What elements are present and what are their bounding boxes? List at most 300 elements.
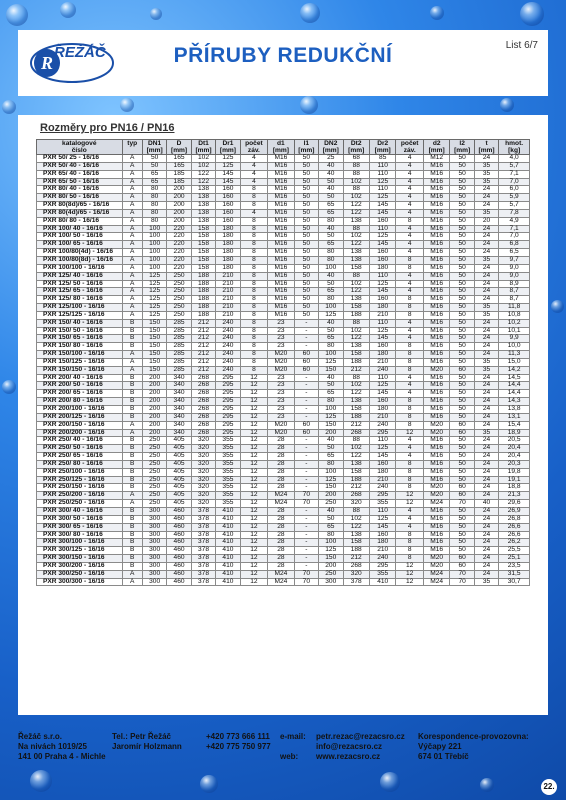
table-cell: 23 [268,319,294,327]
table-cell: 24 [474,492,498,500]
table-cell: 8 [396,217,424,225]
table-cell: B [122,437,142,445]
table-cell: 88 [343,272,369,280]
table-cell: 212 [191,358,215,366]
table-cell: 4 [396,186,424,194]
catalog-number-cell: PXR 125/ 65 - 16/16 [37,288,123,296]
table-cell: 295 [369,492,395,500]
table-cell: 460 [167,523,191,531]
city: 141 00 Praha 4 - Michle [18,752,106,761]
table-cell: 28 [268,562,294,570]
table-cell: - [294,507,318,515]
table-cell: M16 [423,202,449,210]
table-cell: 102 [191,155,215,163]
table-cell: 378 [191,515,215,523]
bubble-decoration [520,2,544,26]
table-cell: 65 [319,453,343,461]
table-cell: 24 [474,406,498,414]
table-cell: M12 [423,155,449,163]
table-cell: 24 [474,241,498,249]
table-cell: 65 [319,288,343,296]
table-cell: 40 [319,186,343,194]
table-cell: 200 [142,374,166,382]
table-cell: 145 [369,390,395,398]
table-cell: 12 [396,429,424,437]
table-cell: 12 [396,492,424,500]
table-cell: 295 [216,374,240,382]
table-cell: M16 [423,390,449,398]
table-cell: 158 [191,233,215,241]
table-cell: 14,2 [499,366,530,374]
table-cell: A [122,264,142,272]
phone-number: +420 773 666 111 [206,732,270,741]
table-cell: 50 [294,241,318,249]
table-cell: 355 [369,570,395,578]
catalog-number-cell: PXR 300/125 - 16/16 [37,547,123,555]
table-cell: 410 [369,578,395,586]
table-cell: 50 [450,343,474,351]
table-cell: 460 [167,531,191,539]
table-cell: 50 [450,241,474,249]
catalog-number-cell: PXR 100/100 - 16/16 [37,264,123,272]
table-body [37,155,530,586]
table-cell: 24 [474,531,498,539]
table-cell: 28 [268,555,294,563]
page-title: PŘÍRUBY REDUKČNÍ [173,44,393,67]
column-header-label: DN2 [324,140,338,147]
table-cell: M24 [268,500,294,508]
table-cell: 295 [216,390,240,398]
table-cell: 40 [319,374,343,382]
table-cell: 28 [268,453,294,461]
email-link[interactable]: petr.rezac@rezacsro.cz [316,732,405,741]
table-cell: - [294,555,318,563]
table-cell: 405 [167,453,191,461]
table-cell: 138 [343,249,369,257]
section-title: Rozměry pro PN16 / PN16 [40,122,175,134]
table-cell: 14,4 [499,390,530,398]
table-cell: A [122,233,142,241]
table-cell: 378 [191,523,215,531]
table-cell: 268 [191,374,215,382]
table-cell: 8 [396,421,424,429]
catalog-number-cell: PXR 250/ 80 - 16/16 [37,460,123,468]
catalog-number-cell: PXR 100/ 50 - 16/16 [37,233,123,241]
table-cell: 240 [369,421,395,429]
table-cell: 12 [396,562,424,570]
table-cell: 138 [343,343,369,351]
table-cell: 320 [191,476,215,484]
table-cell: M16 [268,264,294,272]
table-cell: 200 [142,398,166,406]
table-cell: 200 [167,209,191,217]
table-cell: 4 [396,249,424,257]
table-cell: M16 [268,296,294,304]
table-cell: 100 [142,256,166,264]
table-cell: 28 [268,531,294,539]
table-cell: 405 [167,484,191,492]
column-header-unit: záv. [403,147,416,154]
table-cell: 240 [369,366,395,374]
catalog-number-cell: PXR 300/ 80 - 16/16 [37,531,123,539]
table-cell: M16 [268,178,294,186]
table-cell: 70 [294,578,318,586]
table-cell: M16 [423,343,449,351]
table-cell: 240 [216,358,240,366]
table-cell: 320 [191,453,215,461]
table-cell: A [122,358,142,366]
table-cell: 60 [450,555,474,563]
table-cell: 300 [142,523,166,531]
table-cell: 160 [216,209,240,217]
table-cell: 410 [216,515,240,523]
table-cell: 13,1 [499,413,530,421]
table-cell: 100 [142,264,166,272]
table-cell: 378 [191,555,215,563]
table-cell: 150 [319,555,343,563]
table-cell: 8 [240,296,268,304]
table-cell: 4 [396,209,424,217]
table-cell: 50 [294,194,318,202]
table-cell: A [122,272,142,280]
table-cell: 8 [240,256,268,264]
table-cell: 80 [319,256,343,264]
table-cell: 60 [294,358,318,366]
table-cell: B [122,547,142,555]
table-cell: B [122,468,142,476]
table-cell: 138 [191,209,215,217]
table-cell: M16 [423,531,449,539]
table-cell: 300 [142,539,166,547]
table-cell: 405 [167,476,191,484]
table-cell: 460 [167,507,191,515]
table-cell: 320 [343,570,369,578]
table-cell: 80 [142,209,166,217]
table-cell: 200 [167,194,191,202]
table-cell: 125 [216,162,240,170]
table-cell: 4 [396,155,424,163]
table-cell: 65 [319,202,343,210]
catalog-number-cell: PXR 100/80(8d) - 16/16 [37,256,123,264]
table-cell: 8 [396,304,424,312]
table-cell: 250 [319,570,343,578]
table-cell: 50 [450,249,474,257]
table-cell: 200 [142,429,166,437]
catalog-number-cell: PXR 300/ 65 - 16/16 [37,523,123,531]
table-cell: 12 [240,523,268,531]
table-cell: 35 [474,578,498,586]
table-cell: 24 [474,327,498,335]
table-cell: 145 [369,202,395,210]
table-cell: 340 [167,374,191,382]
table-cell: 460 [167,547,191,555]
table-cell: 50 [450,335,474,343]
table-cell: 8 [396,264,424,272]
column-header-unit: číslo [71,147,87,154]
column-header-label: Dt1 [198,140,209,147]
table-cell: 24 [474,382,498,390]
table-cell: 28 [268,460,294,468]
table-cell: 24 [474,476,498,484]
table-cell: 355 [216,500,240,508]
column-header [216,140,240,155]
table-cell: 24 [474,468,498,476]
table-cell: - [294,515,318,523]
table-cell: 29,6 [499,500,530,508]
table-cell: 8 [396,484,424,492]
table-cell: A [122,225,142,233]
table-cell: M16 [268,304,294,312]
table-cell: 20,4 [499,445,530,453]
table-cell: 50 [450,162,474,170]
table-cell: 50 [450,413,474,421]
table-cell: 180 [216,225,240,233]
table-cell: 210 [369,547,395,555]
table-cell: 100 [319,468,343,476]
table-cell: 300 [142,562,166,570]
table-cell: 24 [474,507,498,515]
table-cell: 295 [216,406,240,414]
table-cell: 138 [343,531,369,539]
table-cell: 240 [216,351,240,359]
table-cell: 138 [343,217,369,225]
table-cell: 8 [240,241,268,249]
table-cell: 160 [369,217,395,225]
table-cell: 145 [369,453,395,461]
table-cell: A [122,186,142,194]
table-cell: 14,4 [499,382,530,390]
table-cell: 122 [343,241,369,249]
table-cell: 102 [191,162,215,170]
column-header-unit: [kg] [508,147,521,154]
table-cell: 9,0 [499,272,530,280]
table-cell: 180 [369,539,395,547]
table-cell: A [122,578,142,586]
table-cell: 160 [369,343,395,351]
table-cell: 210 [369,476,395,484]
table-cell: 145 [369,523,395,531]
table-cell: 19,8 [499,468,530,476]
table-cell: 4,9 [499,217,530,225]
bubble-decoration [380,772,400,792]
table-cell: - [294,374,318,382]
table-cell: 50 [142,162,166,170]
table-cell: M20 [423,429,449,437]
table-cell: 320 [191,500,215,508]
table-cell: 50 [450,256,474,264]
catalog-number-cell: PXR 200/125 - 16/16 [37,413,123,421]
table-cell: 35 [474,209,498,217]
table-cell: 125 [142,288,166,296]
table-cell: 240 [216,319,240,327]
table-cell: 88 [343,507,369,515]
web-link[interactable]: www.rezacsro.cz [316,752,381,761]
table-cell: 200 [319,562,343,570]
column-header-label: Dr2 [377,140,389,147]
company-name: Řežáč s.r.o. [18,732,63,741]
catalog-number-cell: PXR 100/ 40 - 16/16 [37,225,123,233]
table-cell: 24 [474,484,498,492]
column-header [474,140,498,155]
table-cell: 28 [268,507,294,515]
table-cell: 9,7 [499,256,530,264]
table-cell: B [122,460,142,468]
table-cell: 8 [396,460,424,468]
table-cell: 8,7 [499,288,530,296]
table-cell: A [122,162,142,170]
table-cell: 285 [167,351,191,359]
table-cell: 80 [142,202,166,210]
table-cell: 9,0 [499,264,530,272]
table-cell: 24 [474,460,498,468]
table-cell: 50 [450,186,474,194]
table-cell: M20 [423,555,449,563]
table-cell: 8 [396,343,424,351]
table-cell: B [122,562,142,570]
table-cell: 65 [319,523,343,531]
table-cell: 212 [191,366,215,374]
column-header-unit: [mm] [298,147,315,154]
table-cell: A [122,570,142,578]
sheet-number: List 6/7 [505,40,538,51]
table-cell: 40 [319,272,343,280]
web-label: web: [280,752,299,761]
table-cell: 405 [167,437,191,445]
column-header [268,140,294,155]
catalog-number-cell: PXR 300/100 - 16/16 [37,539,123,547]
table-cell: 102 [343,233,369,241]
email-label: e-mail: [280,732,306,741]
table-cell: 210 [216,296,240,304]
table-cell: M16 [423,335,449,343]
table-cell: 355 [369,500,395,508]
table-cell: 10,1 [499,327,530,335]
table-cell: M16 [423,256,449,264]
table-cell: 50 [319,327,343,335]
table-cell: 410 [216,570,240,578]
table-cell: B [122,343,142,351]
table-cell: 12 [240,421,268,429]
table-cell: 125 [142,304,166,312]
table-cell: 12 [240,539,268,547]
table-cell: 8 [396,311,424,319]
table-cell: 158 [343,264,369,272]
catalog-number-cell: PXR 250/100 - 16/16 [37,468,123,476]
table-cell: 50 [319,382,343,390]
table-cell: M20 [268,429,294,437]
table-cell: 50 [450,453,474,461]
table-cell: 122 [191,178,215,186]
table-cell: 320 [191,445,215,453]
table-cell: 300 [142,547,166,555]
table-cell: M16 [423,280,449,288]
table-cell: M16 [423,272,449,280]
table-cell: 185 [167,178,191,186]
table-cell: 158 [343,304,369,312]
catalog-number-cell: PXR 125/ 80 - 16/16 [37,296,123,304]
table-cell: 125 [369,178,395,186]
table-cell: 300 [142,570,166,578]
table-cell: M16 [423,507,449,515]
column-header-unit: [mm] [454,147,471,154]
table-cell: 88 [343,374,369,382]
table-cell: 4 [396,453,424,461]
table-cell: M16 [423,170,449,178]
table-cell: 188 [191,288,215,296]
table-cell: 23 [268,382,294,390]
table-cell: 340 [167,398,191,406]
table-cell: 138 [343,398,369,406]
table-cell: 24 [474,547,498,555]
table-cell: 125 [369,382,395,390]
table-cell: 150 [142,343,166,351]
contact-labels [280,732,306,762]
table-row [37,162,530,170]
table-cell: 80 [319,217,343,225]
column-header-unit: [mm] [171,147,188,154]
table-cell: 122 [343,335,369,343]
table-cell: 24 [474,421,498,429]
table-cell: 210 [216,280,240,288]
column-header-label: l2 [459,140,465,147]
phone-number: +420 775 750 977 [206,742,271,751]
table-cell: M16 [423,547,449,555]
table-cell: 125 [369,515,395,523]
table-header [37,140,530,155]
table-cell: 50 [450,531,474,539]
table-cell: - [294,319,318,327]
table-cell: A [122,209,142,217]
table-cell: 80 [319,460,343,468]
table-cell: 188 [191,280,215,288]
table-cell: 200 [319,492,343,500]
email-link[interactable]: info@rezacsro.cz [316,742,383,751]
table-cell: 19,1 [499,476,530,484]
column-header-label: l1 [303,140,310,147]
table-cell: 4 [396,162,424,170]
table-cell: 14,3 [499,398,530,406]
table-cell: 100 [319,406,343,414]
table-cell: 23 [268,343,294,351]
table-cell: 50 [294,178,318,186]
table-cell: 160 [216,202,240,210]
table-cell: 80 [142,186,166,194]
table-cell: 220 [167,249,191,257]
table-cell: M16 [423,327,449,335]
catalog-number-cell: PXR 150/ 50 - 16/16 [37,327,123,335]
table-cell: 50 [450,523,474,531]
table-cell: 212 [343,484,369,492]
table-cell: - [294,406,318,414]
table-cell: 158 [191,225,215,233]
table-cell: - [294,547,318,555]
table-cell: 60 [450,562,474,570]
table-cell: 50 [450,209,474,217]
catalog-number-cell: PXR 80/ 40 - 16/16 [37,186,123,194]
bubble-decoration [430,6,444,20]
table-cell: M16 [423,209,449,217]
table-cell: M20 [268,358,294,366]
column-header-unit: [mm] [374,147,391,154]
content-panel [18,115,548,715]
column-header [343,140,369,155]
table-cell: 158 [343,351,369,359]
table-cell: M16 [268,217,294,225]
table-cell: 250 [142,453,166,461]
table-cell: 24 [474,335,498,343]
table-cell: M24 [268,578,294,586]
street: Na nivách 1019/25 [18,742,87,751]
